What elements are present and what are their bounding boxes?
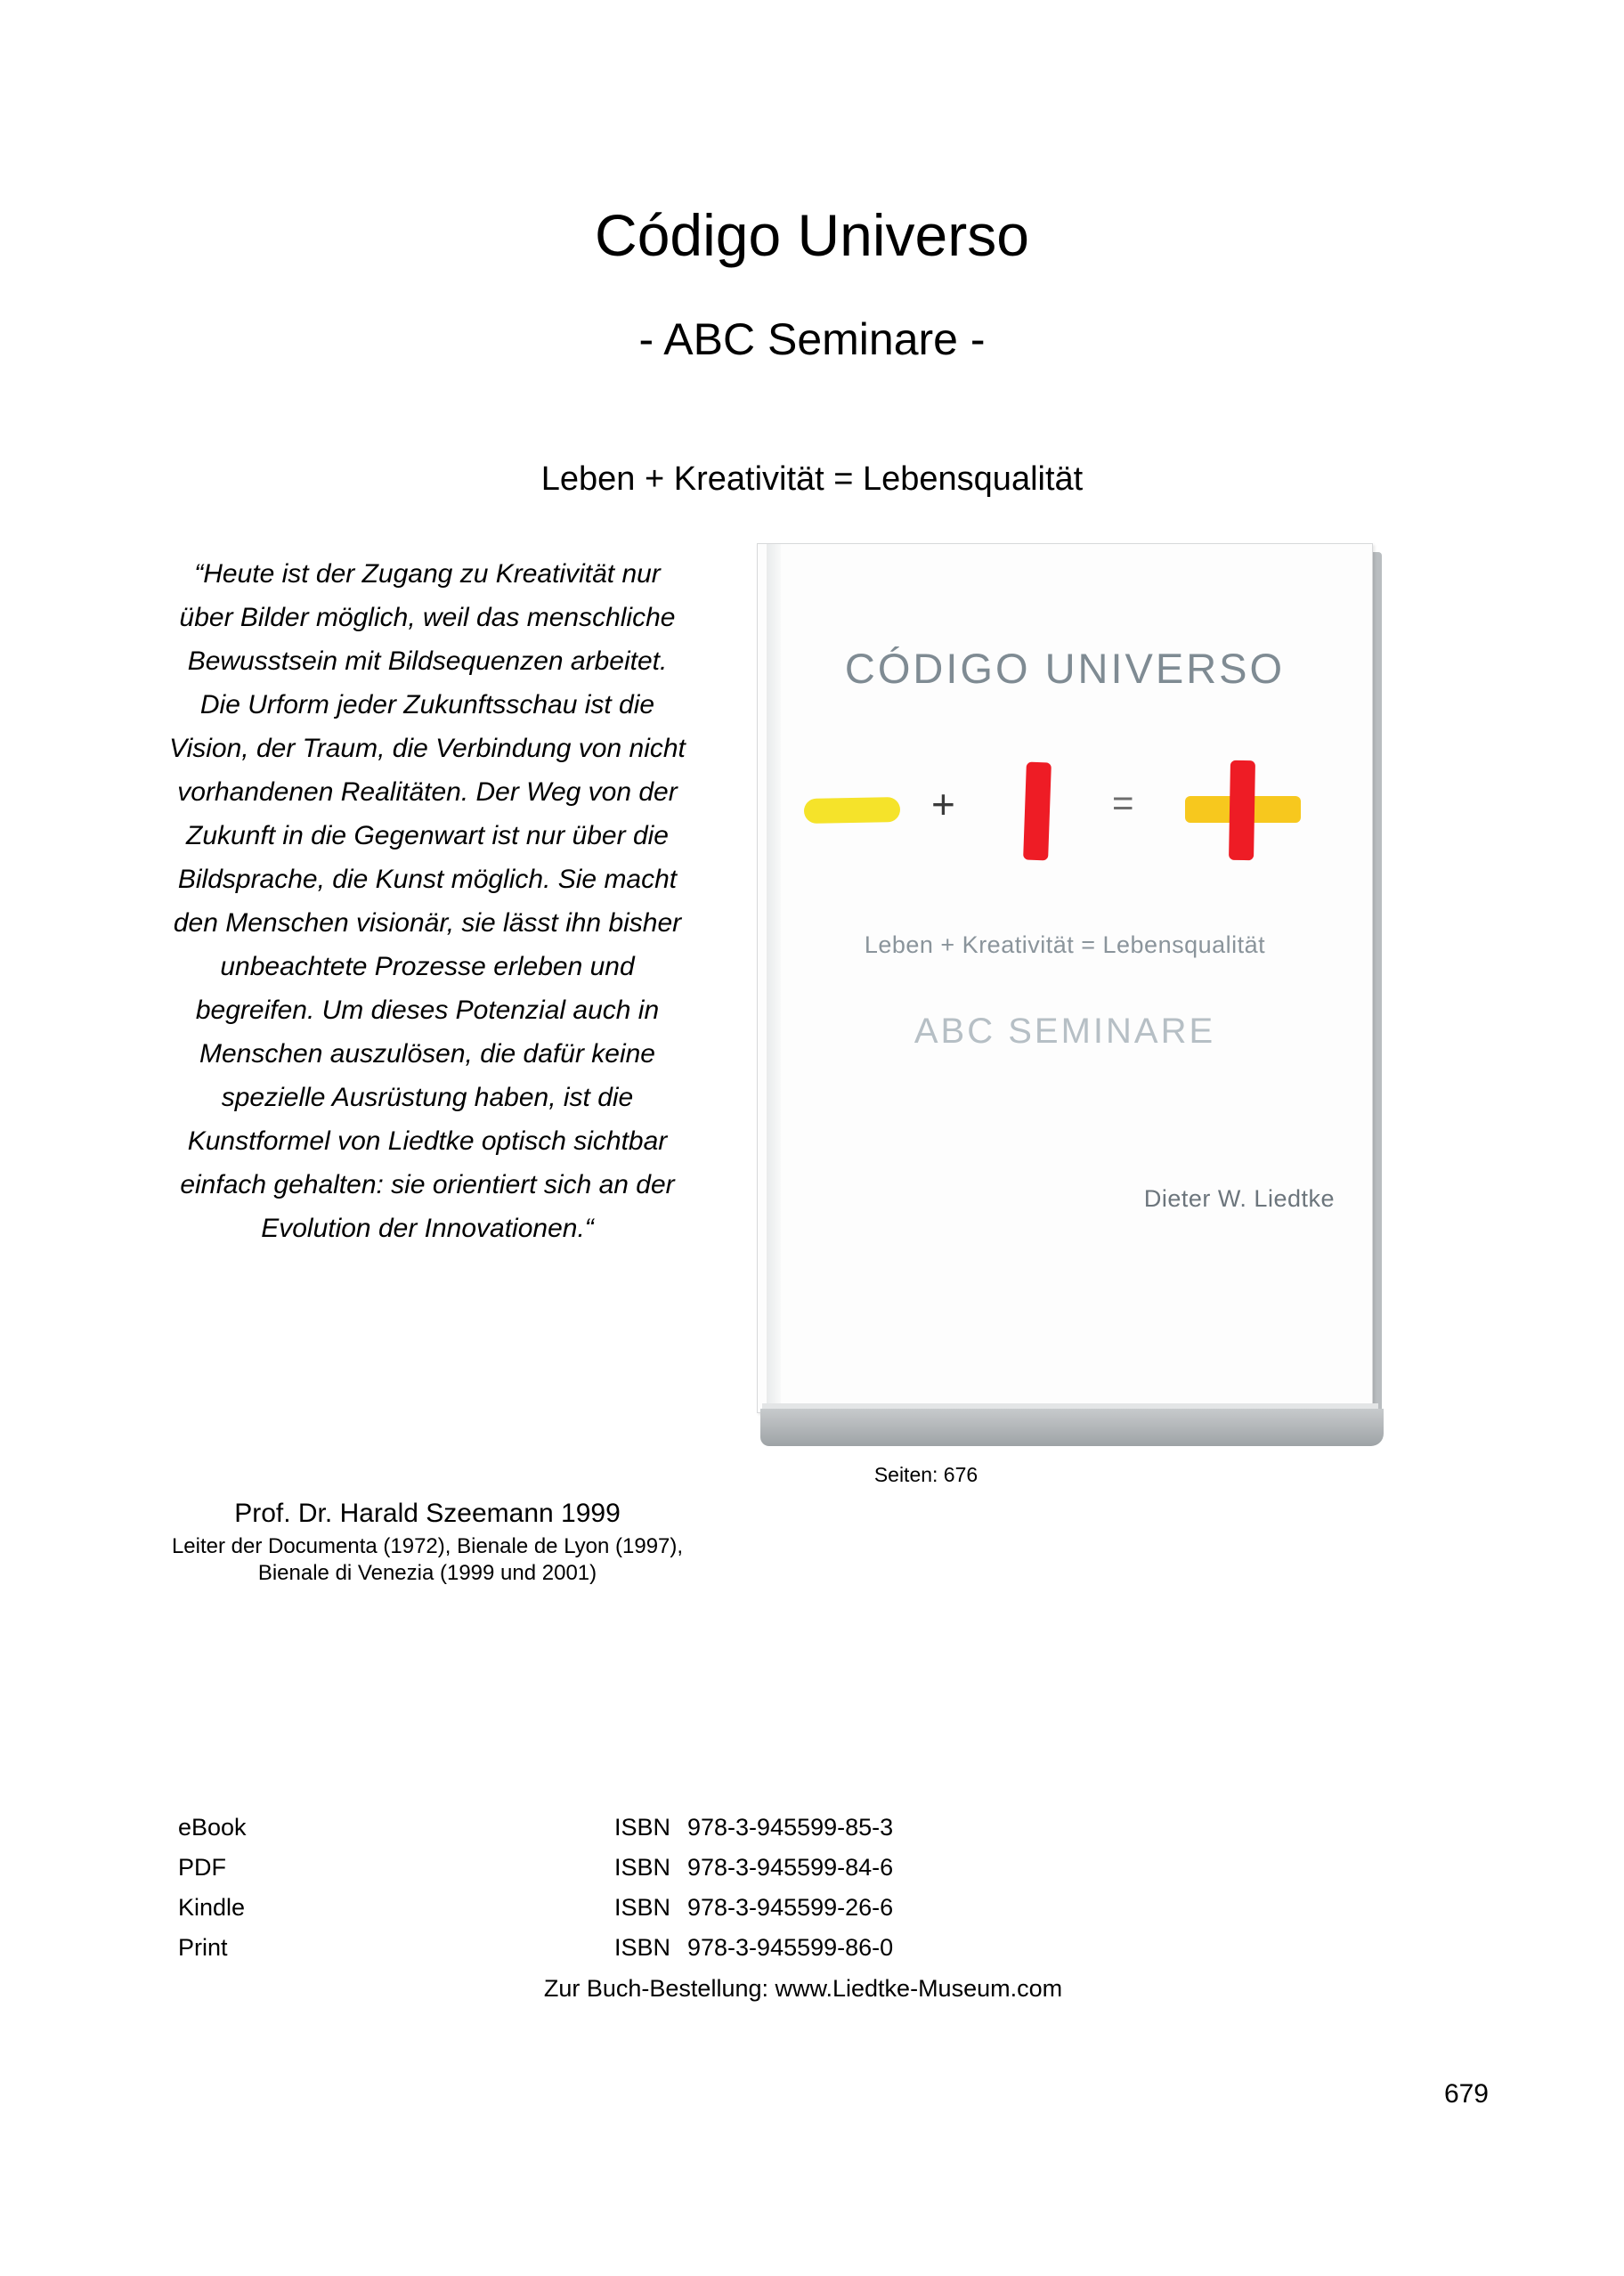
isbn-table	[178, 1808, 893, 1968]
isbn-format: Kindle	[178, 1894, 246, 1921]
order-info: Zur Buch-Bestellung: www.Liedtke-Museum.com	[543, 1975, 1063, 2002]
book-cover-image	[748, 543, 1398, 1460]
isbn-number: 978-3-945599-26-6	[687, 1894, 894, 1921]
isbn-format: PDF	[178, 1854, 226, 1881]
isbn-number: 978-3-945599-85-3	[687, 1814, 894, 1841]
cover-title: CÓDIGO UNIVERSO	[844, 645, 1286, 692]
table-row	[178, 1848, 893, 1888]
table-row	[178, 1808, 893, 1848]
page-title: Código Universo	[595, 202, 1029, 269]
quote-author: Prof. Dr. Harald Szeemann 1999	[234, 1499, 621, 1528]
quote-text: “Heute ist der Zugang zu Kreativität nur über Bilder möglich, weil das menschliche Bewusstsein mit Bildsequenzen arbeitet. Die Urform jeder Zukunftsschau ist die Vision, der Traum, die Verbindung von nicht vorhandenen Realitäten. Der Weg von der Zukunft in die Gegenwart ist nur über die Bildsprache, die Kunst möglich. Sie macht den Menschen visionär, sie lässt ihn bisher unbeachtete Prozesse erleben und begreifen. Um dieses Potenzial auch in Menschen auszulösen, die dafür keine spezielle Ausrüstung haben, ist die Kunstformel von Liedtke optisch sichtbar einfach gehalten: sie orientiert sich an der Evolution der Innovationen.“	[169, 559, 686, 1243]
page-number: 679	[1443, 2079, 1489, 2109]
page-subtitle: - ABC Seminare -	[638, 313, 986, 364]
isbn-format: eBook	[178, 1814, 247, 1841]
isbn-label: ISBN	[614, 1854, 671, 1881]
isbn-number: 978-3-945599-86-0	[687, 1934, 894, 1961]
book-front-cover	[757, 543, 1373, 1413]
isbn-number: 978-3-945599-84-6	[687, 1854, 894, 1881]
cover-series: ABC SEMINARE	[914, 1012, 1216, 1051]
isbn-label: ISBN	[614, 1894, 671, 1921]
cover-formula-graphic	[758, 762, 1372, 860]
isbn-label: ISBN	[614, 1814, 671, 1841]
table-row	[178, 1888, 893, 1928]
isbn-format: Print	[178, 1934, 228, 1961]
cover-tagline: Leben + Kreativität = Lebensqualität	[864, 931, 1266, 958]
quote-author-role: Leiter der Documenta (1972), Bienale de Lyon (1997), Bienale di Venezia (1999 und 2001)	[171, 1534, 684, 1585]
red-cross-bar-icon	[1229, 760, 1255, 860]
cover-author: Dieter W. Liedtke	[1143, 1185, 1335, 1212]
book-bottom-block	[760, 1409, 1384, 1446]
yellow-dash-icon	[804, 797, 900, 824]
pages-count: Seiten: 676	[873, 1463, 978, 1486]
table-row	[178, 1928, 893, 1968]
equals-sign: =	[1112, 782, 1134, 824]
red-bar-icon	[1023, 762, 1052, 861]
isbn-label: ISBN	[614, 1934, 671, 1961]
quote-attribution	[165, 1496, 690, 1587]
tagline: Leben + Kreativität = Lebensqualität	[540, 460, 1084, 498]
plus-sign: +	[931, 781, 955, 827]
